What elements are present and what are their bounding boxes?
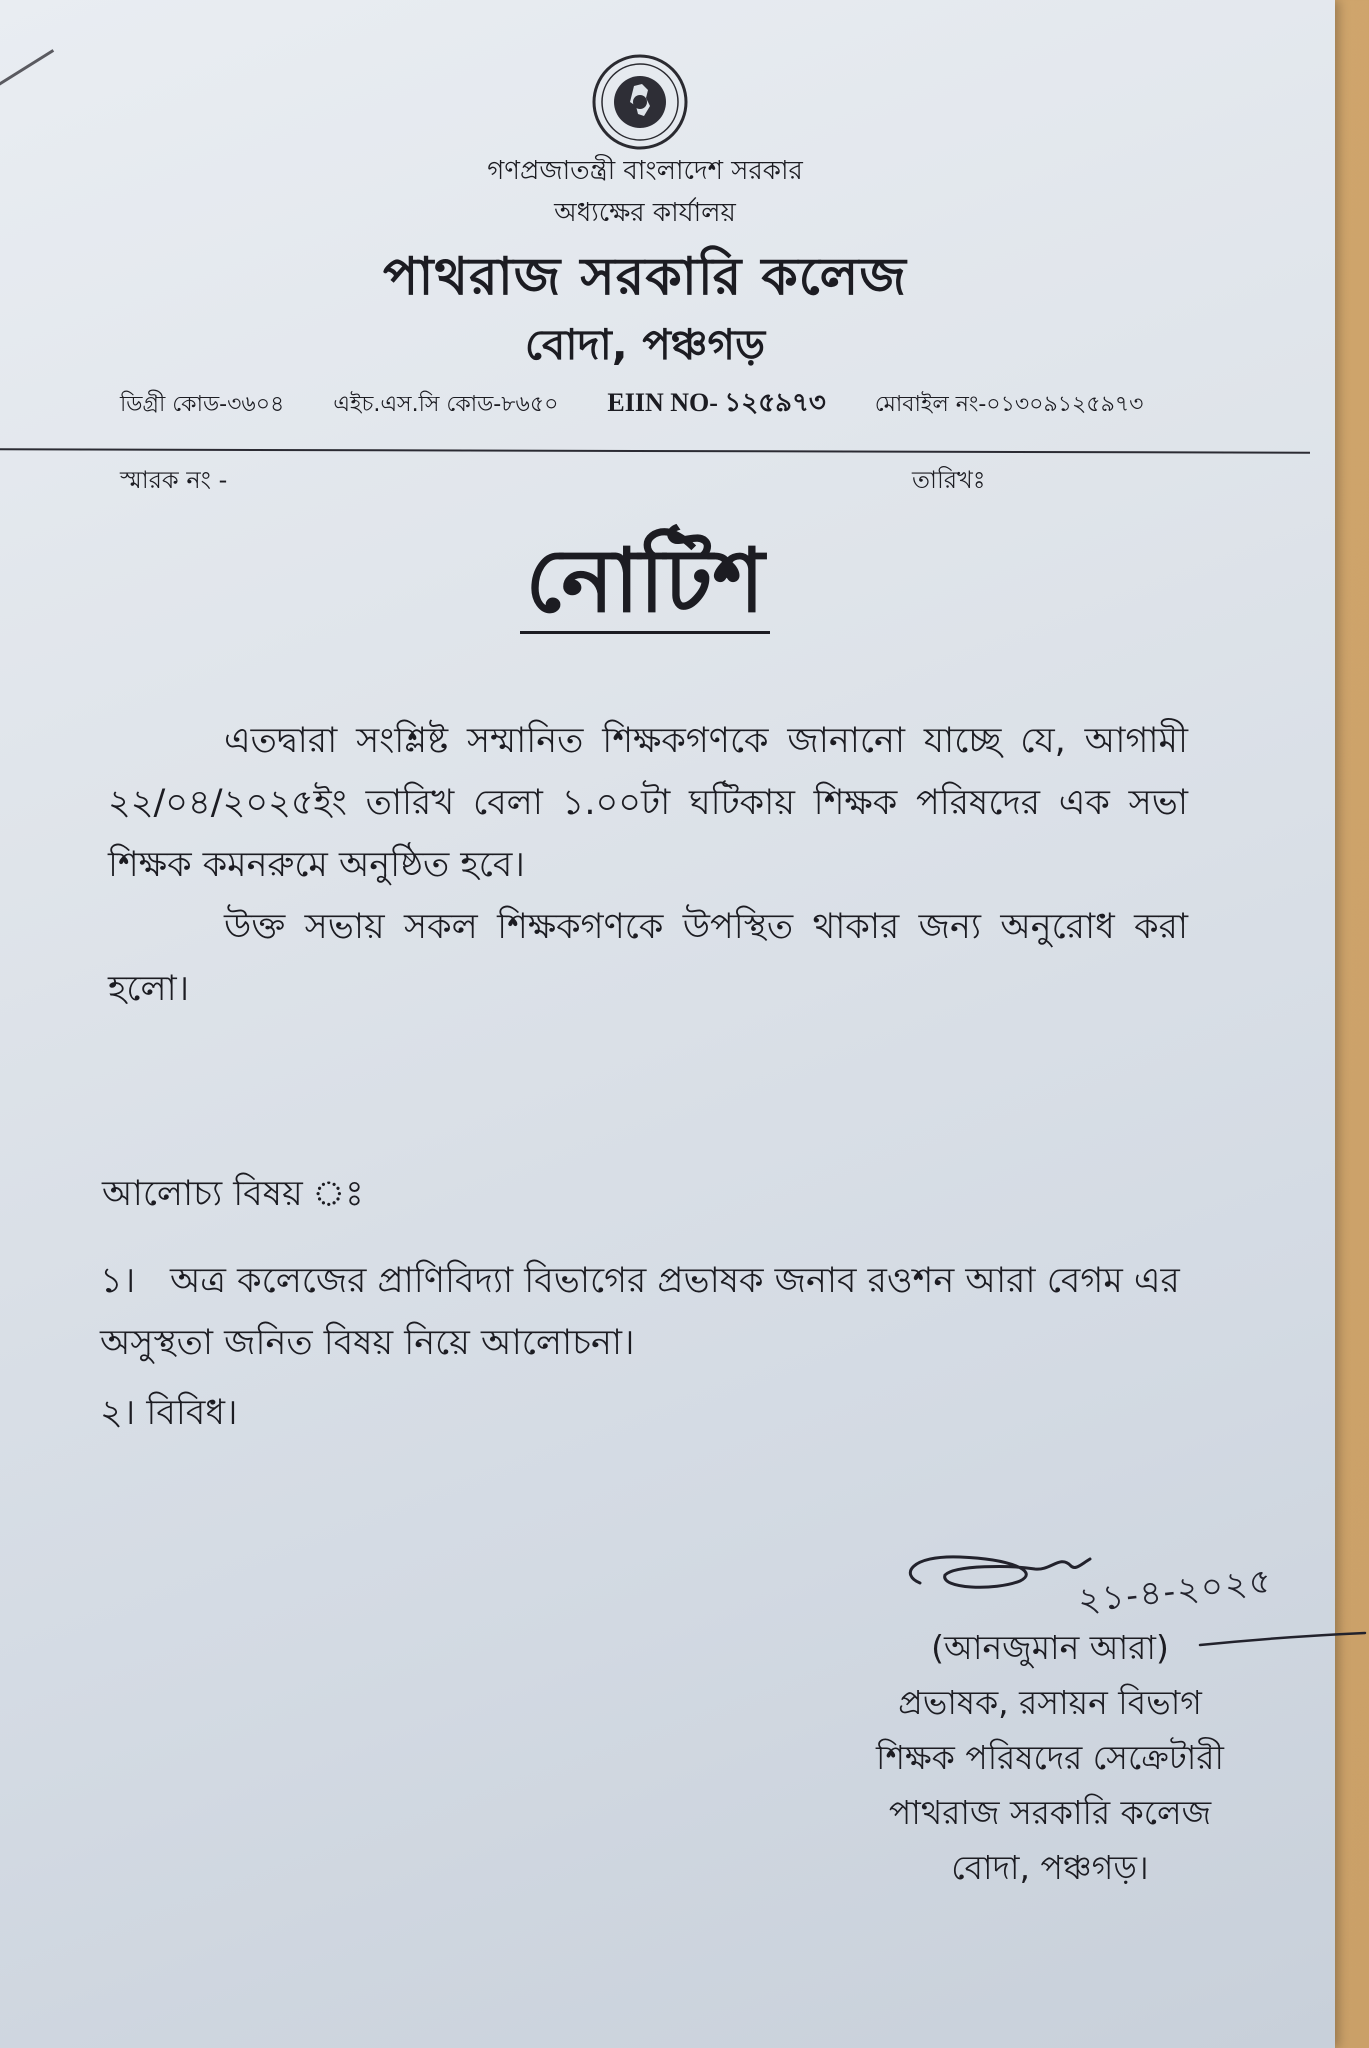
- college-name: পাথরাজ সরকারি কলেজ: [383, 247, 907, 307]
- agenda-item-text: বিবিধ।: [146, 1393, 238, 1433]
- hsc-code: এইচ.এস.সি কোড-৮৬৫০: [333, 392, 559, 417]
- pencil-mark: [0, 49, 54, 89]
- government-seal-icon: [590, 52, 690, 152]
- date-label: তারিখঃ: [912, 466, 986, 494]
- college-location: বোদা, পঞ্চগড়: [524, 320, 766, 369]
- signer-college: পাথরাজ সরকারি কলেজ: [888, 1793, 1212, 1832]
- government-line: গণপ্রজাতন্ত্রী বাংলাদেশ সরকার: [487, 156, 803, 186]
- eiin-number: EIIN NO- ১২৫৯৭৩: [607, 388, 826, 417]
- body-paragraph-2: উক্ত সভায় সকল শিক্ষকগণকে উপস্থিত থাকার জন্য অনুরোধ করা হলো।: [108, 907, 1188, 1009]
- notice-body: [108, 710, 1188, 1020]
- agenda-item-text: অত্র কলেজের প্রাণিবিদ্যা বিভাগের প্রভাষক জনাব রওশন আরা বেগম এর অসুস্থতা জনিত বিষয় নিয়ে আলোচনা।: [100, 1261, 1180, 1363]
- memo-number-label: স্মারক নং -: [120, 466, 228, 494]
- agenda-heading: আলোচ্য বিষয় ঃ: [102, 1174, 364, 1214]
- agenda-item: [100, 1382, 238, 1444]
- agenda-item: [100, 1250, 1210, 1374]
- signer-location: বোদা, পঞ্চগড়।: [951, 1848, 1149, 1887]
- agenda-item-number: ১।: [100, 1261, 136, 1301]
- agenda-item-number: ২।: [100, 1393, 136, 1433]
- notice-title-text: নোটিশ: [520, 535, 771, 634]
- codes-line: [120, 382, 1185, 426]
- degree-code: ডিগ্রী কোড-৩৬০৪: [120, 392, 285, 417]
- handwritten-date: ২১-৪-২০২৫: [1076, 1560, 1275, 1622]
- office-line: অধ্যক্ষের কার্যালয়: [554, 198, 736, 228]
- signer-name: (আনজুমান আরা): [931, 1628, 1169, 1667]
- signer-role: শিক্ষক পরিষদের সেক্রেটারী: [876, 1738, 1224, 1777]
- body-paragraph-1: এতদ্বারা সংশ্লিষ্ট সম্মানিত শিক্ষকগণকে জানানো যাচ্ছে যে, আগামী ২২/০৪/২০২৫ইং তারিখ বেলা ১.০০টা ঘটিকায় শিক্ষক পরিষদের এক সভা শিক্ষক কমনরুমে অনুষ্ঠিত হবে।: [108, 721, 1188, 885]
- signer-designation: প্রভাষক, রসায়ন বিভাগ: [898, 1683, 1202, 1722]
- header-divider: [0, 448, 1310, 453]
- notice-title: [0, 529, 1290, 634]
- signer-block: [820, 1620, 1280, 1895]
- mobile-number: মোবাইল নং-০১৩০৯১২৫৯৭৩: [874, 392, 1144, 417]
